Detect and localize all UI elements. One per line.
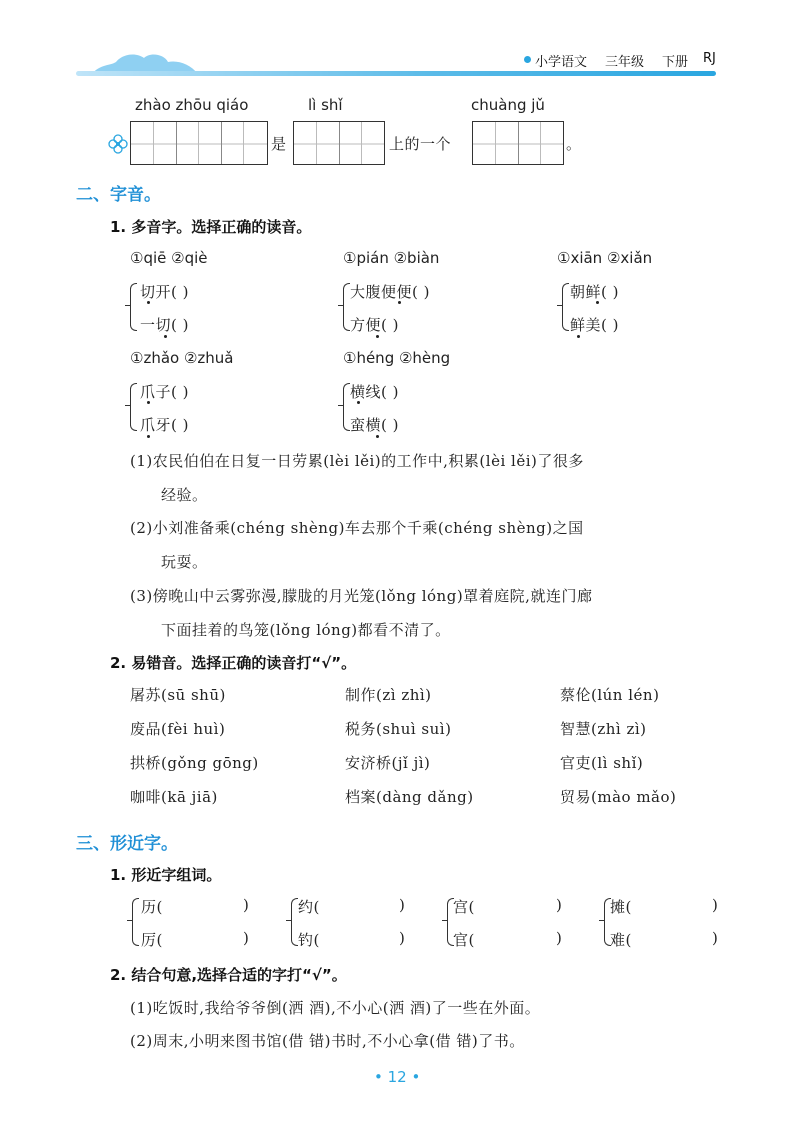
pron-item[interactable]: 拱桥(gǒng gōng) [130, 754, 259, 772]
s3-sentence-2: (2)周末,小明来图书馆(借 错)书时,不小心拿(借 错)了书。 [130, 1032, 525, 1050]
header-subject: 小学语文 [535, 55, 588, 70]
writing-grid-lishi[interactable] [293, 121, 385, 165]
item-yiqie[interactable]: 一切( ) [140, 316, 189, 334]
writing-grid-chuangju[interactable] [472, 121, 564, 165]
pron-item[interactable]: 安济桥(jǐ jì) [345, 754, 431, 772]
header-grade: 三年级 [605, 55, 645, 70]
word-group-item[interactable]: 约( [298, 898, 320, 916]
word-group-item[interactable]: 厉( [141, 931, 163, 949]
pron-item[interactable]: 制作(zì zhì) [345, 686, 432, 704]
brace [132, 898, 139, 946]
header-edition: RJ [703, 51, 716, 66]
brace [130, 283, 137, 331]
header-volume: 下册 [662, 55, 689, 70]
item-chaoxian[interactable]: 朝鲜( ) [570, 283, 619, 301]
brace [130, 383, 137, 431]
item-fangbian[interactable]: 方便( ) [350, 316, 399, 334]
flower-icon [108, 134, 128, 154]
s3-q1-title: 1. 形近字组词。 [110, 866, 222, 884]
paren-close: ) [712, 929, 719, 947]
pron-item[interactable]: 咖啡(kā jiā) [130, 788, 218, 806]
sentence-3-line1: (3)傍晚山中云雾弥漫,朦胧的月光笼(lǒng lóng)罩着庭院,就连门廊 [130, 587, 593, 605]
pron-item[interactable]: 官吏(lì shǐ) [560, 754, 644, 772]
section-title-xingjinzi: 三、形近字。 [76, 834, 178, 854]
word-group-item[interactable]: 宫( [453, 898, 475, 916]
brace [343, 283, 350, 331]
word-group-item[interactable]: 官( [453, 931, 475, 949]
paren-close: ) [712, 896, 719, 914]
paren-close: ) [243, 896, 250, 914]
options-pian: ①pián ②biàn [343, 249, 440, 267]
options-xian: ①xiān ②xiǎn [557, 249, 653, 267]
sentence-1-line2: 经验。 [161, 486, 208, 504]
item-xianmei[interactable]: 鲜美( ) [570, 316, 619, 334]
brace [343, 383, 350, 431]
brace [291, 898, 298, 946]
pinyin-zhaozhouqiao: zhào zhōu qiáo [135, 96, 249, 114]
options-zhao: ①zhǎo ②zhuǎ [130, 349, 234, 367]
paren-close: ) [243, 929, 250, 947]
s3-q2-title: 2. 结合句意,选择合适的字打“√”。 [110, 966, 347, 984]
sentence-1-line1: (1)农民伯伯在日复一日劳累(lèi lěi)的工作中,积累(lèi lěi)了很多 [130, 452, 584, 470]
header-bar [76, 71, 716, 76]
q1-title: 1. 多音字。选择正确的读音。 [110, 218, 312, 236]
sentence-3-line2: 下面挂着的鸟笼(lǒng lóng)都看不清了。 [161, 621, 451, 639]
word-shangdeyige: 上的一个 [389, 135, 452, 153]
word-group-item[interactable]: 难( [610, 931, 632, 949]
pron-item[interactable]: 税务(shuì suì) [345, 720, 452, 738]
options-qie: ①qiē ②qiè [130, 249, 208, 267]
sentence-2-line2: 玩耍。 [161, 553, 208, 571]
item-manheng[interactable]: 蛮横( ) [350, 416, 399, 434]
brace [562, 283, 569, 331]
header-dot [524, 56, 531, 63]
item-qiekai[interactable]: 切开( ) [140, 283, 189, 301]
writing-grid-zhaozhouqiao[interactable] [130, 121, 268, 165]
pron-item[interactable]: 档案(dàng dǎng) [345, 788, 474, 806]
word-shi: 是 [271, 135, 287, 153]
pron-item[interactable]: 贸易(mào mǎo) [560, 788, 677, 806]
pron-item[interactable]: 蔡伦(lún lén) [560, 686, 660, 704]
paren-close: ) [556, 896, 563, 914]
page-number: • 12 • [374, 1068, 421, 1086]
paren-close: ) [399, 896, 406, 914]
pinyin-chuangju: chuàng jǔ [471, 96, 545, 114]
sentence-2-line1: (2)小刘准备乘(chéng shèng)车去那个千乘(chéng shèng)之国 [130, 519, 584, 537]
period: 。 [566, 135, 582, 153]
pinyin-lishi: lì shǐ [308, 96, 343, 114]
q2-title: 2. 易错音。选择正确的读音打“√”。 [110, 654, 357, 672]
pron-item[interactable]: 废品(fèi huì) [130, 720, 226, 738]
options-heng: ①héng ②hèng [343, 349, 451, 367]
word-group-item[interactable]: 钓( [298, 931, 320, 949]
paren-close: ) [556, 929, 563, 947]
section-title-ziyin: 二、字音。 [76, 185, 161, 205]
pron-item[interactable]: 智慧(zhì zì) [560, 720, 647, 738]
item-dafubianbian[interactable]: 大腹便便( ) [350, 283, 430, 301]
pron-item[interactable]: 屠苏(sū shū) [130, 686, 226, 704]
item-hengxian[interactable]: 横线( ) [350, 383, 399, 401]
word-group-item[interactable]: 摊( [610, 898, 632, 916]
word-group-item[interactable]: 历( [141, 898, 163, 916]
item-zhuaya[interactable]: 爪牙( ) [140, 416, 189, 434]
s3-sentence-1: (1)吃饭时,我给爷爷倒(洒 酒),不小心(洒 酒)了一些在外面。 [130, 999, 541, 1017]
item-zhuazi[interactable]: 爪子( ) [140, 383, 189, 401]
paren-close: ) [399, 929, 406, 947]
